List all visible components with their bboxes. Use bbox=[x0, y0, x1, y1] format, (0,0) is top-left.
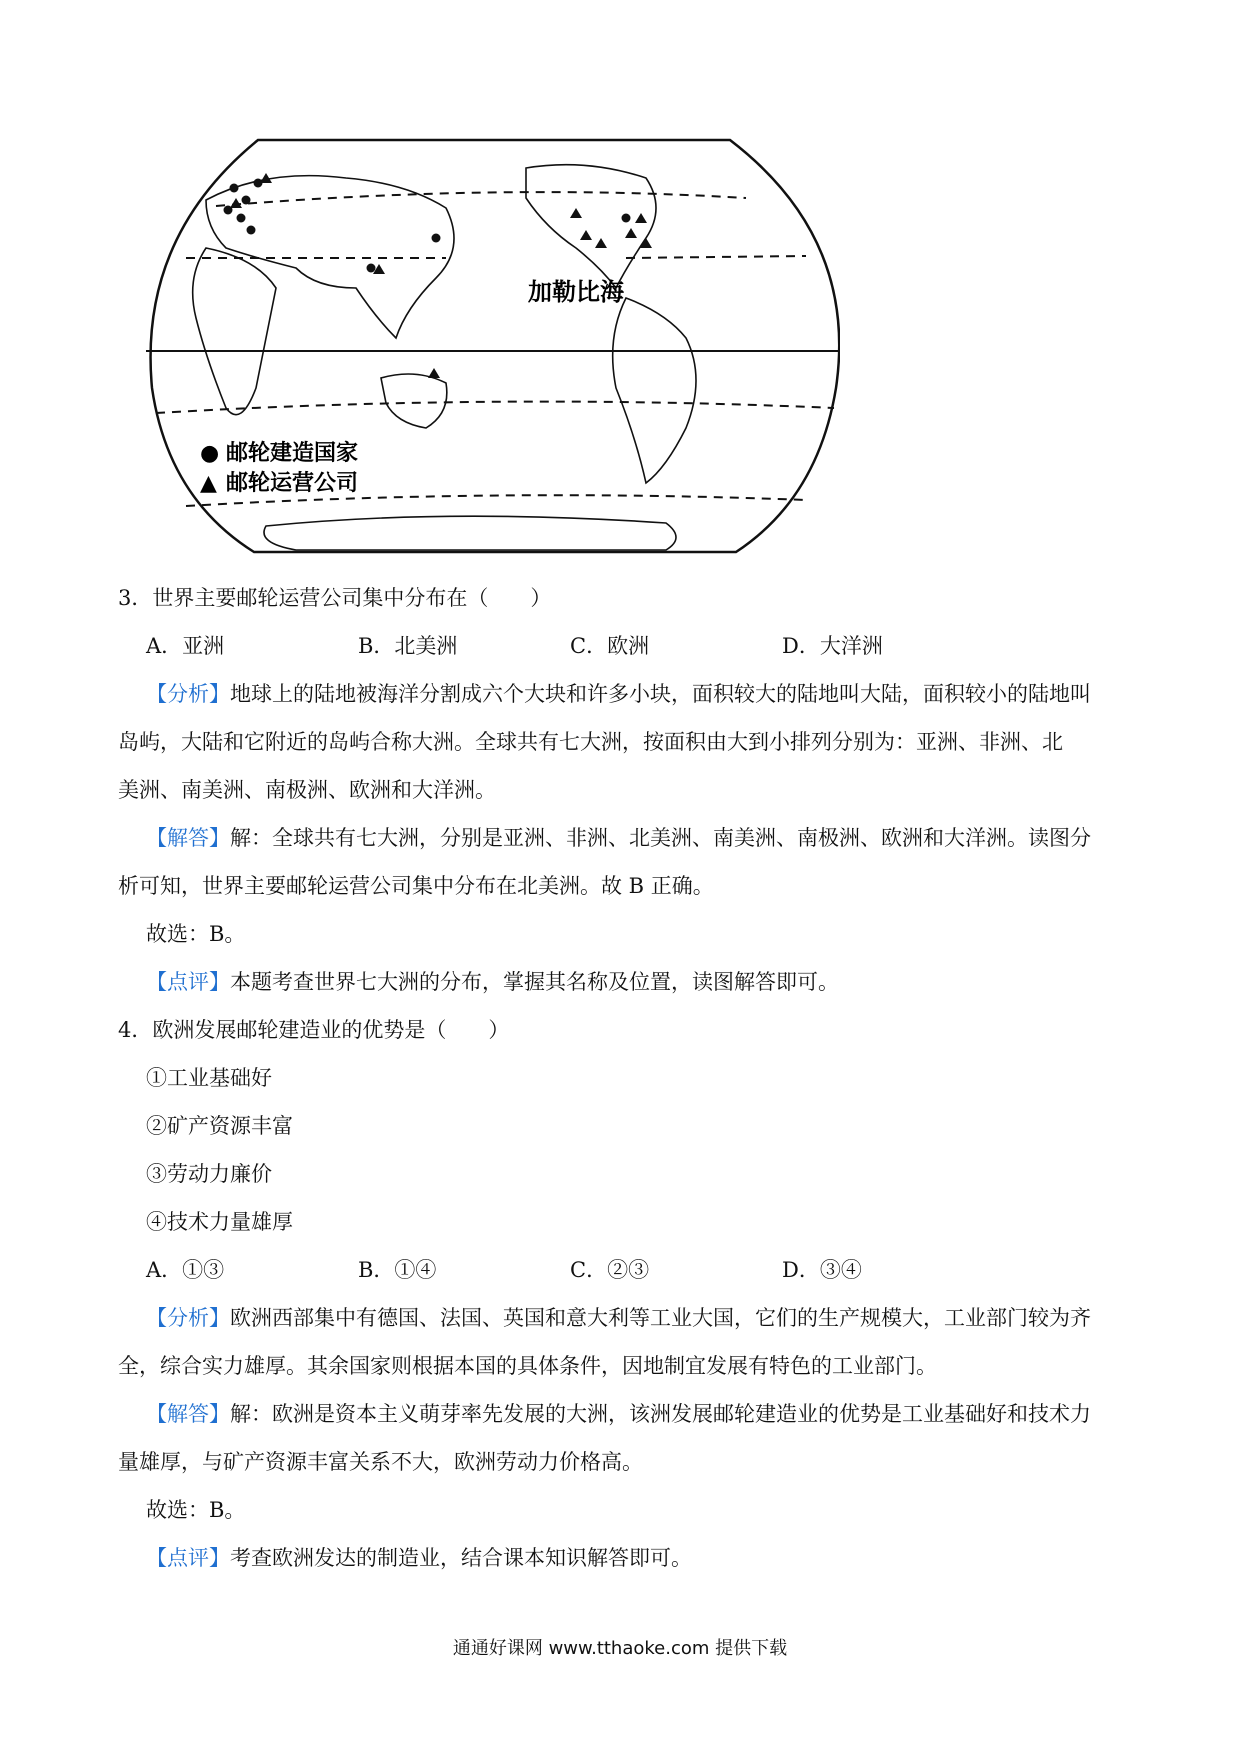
world-map-figure bbox=[146, 138, 840, 554]
legend-shipbuilding-label: 邮轮建造国家 bbox=[226, 441, 359, 466]
legend-operator-label: 邮轮运营公司 bbox=[226, 471, 359, 496]
q3-choice: 故选：B。 bbox=[146, 922, 246, 946]
q3-comment-tag: 【点评】 bbox=[146, 970, 230, 994]
q3-option-b: B．北美洲 bbox=[358, 634, 458, 658]
q3-analysis-line-3: 美洲、南美洲、南极洲、欧洲和大洋洲。 bbox=[118, 778, 496, 802]
q4-comment-tag: 【点评】 bbox=[146, 1546, 230, 1570]
q3-option-a: A．亚洲 bbox=[146, 634, 225, 658]
q4-answer-line-2: 量雄厚，与矿产资源丰富关系不大，欧洲劳动力价格高。 bbox=[118, 1450, 643, 1474]
q3-analysis-line-1: 【分析】地球上的陆地被海洋分割成六个大块和许多小块，面积较大的陆地叫大陆，面积较小的陆地叫 bbox=[146, 682, 1091, 706]
q3-analysis-line-2: 岛屿，大陆和它附近的岛屿合称大洲。全球共有七大洲，按面积由大到小排列分别为：亚洲、非洲、北 bbox=[118, 730, 1063, 754]
q3-analysis-tag: 【分析】 bbox=[146, 682, 230, 706]
legend-triangle-symbol: ▲ bbox=[200, 471, 217, 496]
q3-stem: 3．世界主要邮轮运营公司集中分布在（ ） bbox=[118, 586, 552, 610]
q4-analysis-tag: 【分析】 bbox=[146, 1306, 230, 1330]
q3-option-c: C．欧洲 bbox=[570, 634, 650, 658]
legend-circle-symbol: ● bbox=[200, 441, 220, 466]
q4-analysis-line-1: 【分析】欧洲西部集中有德国、法国、英国和意大利等工业大国，它们的生产规模大，工业部门较为齐 bbox=[146, 1306, 1091, 1330]
page-footer: 通通好课网 www.tthaoke.com 提供下载 bbox=[452, 1638, 788, 1659]
q4-choice: 故选：B。 bbox=[146, 1498, 246, 1522]
q3-comment: 【点评】本题考查世界七大洲的分布，掌握其名称及位置，读图解答即可。 bbox=[146, 970, 839, 994]
q4-analysis-line-2: 全，综合实力雄厚。其余国家则根据本国的具体条件，因地制宜发展有特色的工业部门。 bbox=[118, 1354, 937, 1378]
q4-answer-tag: 【解答】 bbox=[146, 1402, 230, 1426]
q3-answer-tag: 【解答】 bbox=[146, 826, 230, 850]
q3-answer-line-1: 【解答】解：全球共有七大洲，分别是亚洲、非洲、北美洲、南美洲、南极洲、欧洲和大洋洲。读图分 bbox=[146, 826, 1091, 850]
q4-option-b: B．①④ bbox=[358, 1258, 437, 1282]
q4-option-a: A．①③ bbox=[146, 1258, 225, 1282]
q4-item-3: ③劳动力廉价 bbox=[146, 1162, 272, 1186]
q4-answer-line-1: 【解答】解：欧洲是资本主义萌芽率先发展的大洲，该洲发展邮轮建造业的优势是工业基础好和技术力 bbox=[146, 1402, 1091, 1426]
q3-answer-line-2: 析可知，世界主要邮轮运营公司集中分布在北美洲。故 B 正确。 bbox=[118, 874, 714, 898]
q4-item-4: ④技术力量雄厚 bbox=[146, 1210, 293, 1234]
q4-comment: 【点评】考查欧洲发达的制造业，结合课本知识解答即可。 bbox=[146, 1546, 692, 1570]
q4-stem: 4．欧洲发展邮轮建造业的优势是（ ） bbox=[118, 1018, 510, 1042]
caribbean-sea-label: 加勒比海 bbox=[528, 278, 624, 306]
q3-option-d: D．大洋洲 bbox=[782, 634, 883, 658]
q4-item-1: ①工业基础好 bbox=[146, 1066, 272, 1090]
q4-option-d: D．③④ bbox=[782, 1258, 862, 1282]
q4-option-c: C．②③ bbox=[570, 1258, 650, 1282]
q4-item-2: ②矿产资源丰富 bbox=[146, 1114, 293, 1138]
